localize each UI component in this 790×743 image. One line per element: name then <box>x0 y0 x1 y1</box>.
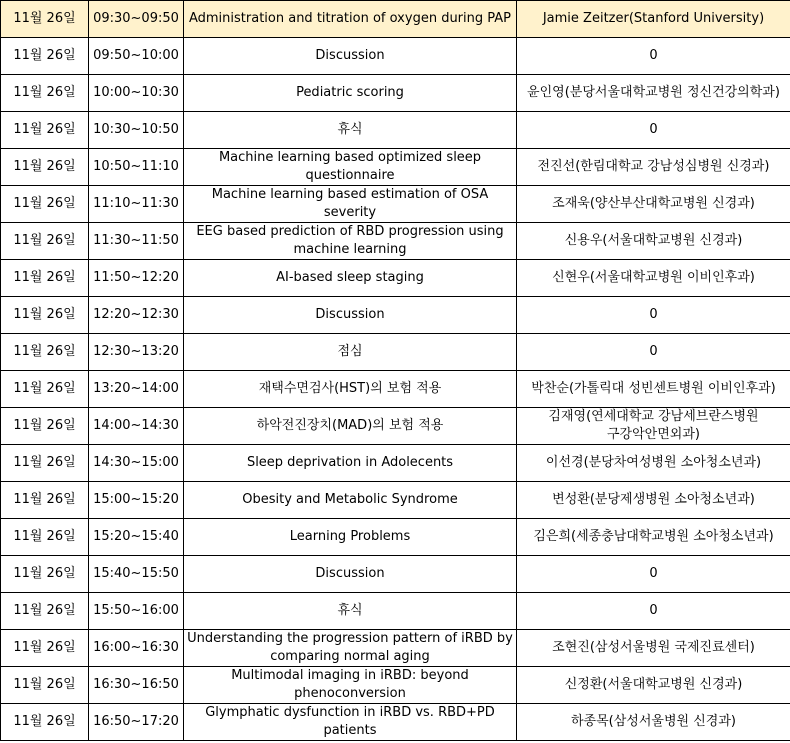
date-cell: 11월 26일 <box>1 186 89 223</box>
speaker-cell: 신정환(서울대학교병원 신경과) <box>517 667 790 704</box>
date-cell: 11월 26일 <box>1 371 89 408</box>
time-cell: 16:30~16:50 <box>89 667 184 704</box>
time-cell: 15:00~15:20 <box>89 482 184 519</box>
time-cell: 12:20~12:30 <box>89 297 184 334</box>
speaker-cell: 김재영(연세대학교 강남세브란스병원 구강악안면외과) <box>517 408 790 445</box>
date-cell: 11월 26일 <box>1 667 89 704</box>
topic-cell: Discussion <box>184 38 517 75</box>
date-cell: 11월 26일 <box>1 38 89 75</box>
table-row <box>1 519 790 556</box>
speaker-cell: 신용우(서울대학교병원 신경과) <box>517 223 790 260</box>
time-cell: 16:50~17:20 <box>89 704 184 741</box>
date-cell: 11월 26일 <box>1 519 89 556</box>
time-cell: 15:50~16:00 <box>89 593 184 630</box>
topic-cell: Machine learning based optimized sleep questionnaire <box>184 149 517 186</box>
topic-cell: 재택수면검사(HST)의 보험 적용 <box>184 371 517 408</box>
topic-cell: Obesity and Metabolic Syndrome <box>184 482 517 519</box>
table-row <box>1 482 790 519</box>
speaker-cell: 박찬순(가톨릭대 성빈센트병원 이비인후과) <box>517 371 790 408</box>
table-row <box>1 334 790 371</box>
time-cell: 14:00~14:30 <box>89 408 184 445</box>
topic-cell: Glymphatic dysfunction in iRBD vs. RBD+PD patients <box>184 704 517 741</box>
speaker-cell: 하종목(삼성서울병원 신경과) <box>517 704 790 741</box>
table-row <box>1 260 790 297</box>
table-row <box>1 112 790 149</box>
speaker-cell: 김은희(세종충남대학교병원 소아청소년과) <box>517 519 790 556</box>
time-cell: 09:30~09:50 <box>89 1 184 38</box>
speaker-cell: 신현우(서울대학교병원 이비인후과) <box>517 260 790 297</box>
table-row <box>1 186 790 223</box>
date-cell: 11월 26일 <box>1 149 89 186</box>
speaker-cell: 0 <box>517 38 790 75</box>
date-cell: 11월 26일 <box>1 297 89 334</box>
date-cell: 11월 26일 <box>1 593 89 630</box>
date-cell: 11월 26일 <box>1 260 89 297</box>
speaker-cell: 0 <box>517 297 790 334</box>
table-row <box>1 704 790 741</box>
time-cell: 12:30~13:20 <box>89 334 184 371</box>
speaker-cell: Jamie Zeitzer(Stanford University) <box>517 1 790 38</box>
topic-cell: Machine learning based estimation of OSA severity <box>184 186 517 223</box>
topic-cell: 휴식 <box>184 112 517 149</box>
topic-cell: Administration and titration of oxygen during PAP <box>184 1 517 38</box>
speaker-cell: 0 <box>517 112 790 149</box>
table-row <box>1 297 790 334</box>
speaker-cell: 변성환(분당제생병원 소아청소년과) <box>517 482 790 519</box>
time-cell: 16:00~16:30 <box>89 630 184 667</box>
table-row <box>1 593 790 630</box>
date-cell: 11월 26일 <box>1 75 89 112</box>
speaker-cell: 윤인영(분당서울대학교병원 정신건강의학과) <box>517 75 790 112</box>
date-cell: 11월 26일 <box>1 556 89 593</box>
topic-cell: Discussion <box>184 556 517 593</box>
table-row <box>1 75 790 112</box>
time-cell: 11:30~11:50 <box>89 223 184 260</box>
topic-cell: Learning Problems <box>184 519 517 556</box>
date-cell: 11월 26일 <box>1 223 89 260</box>
table-row <box>1 667 790 704</box>
time-cell: 13:20~14:00 <box>89 371 184 408</box>
time-cell: 15:40~15:50 <box>89 556 184 593</box>
table-row <box>1 408 790 445</box>
speaker-cell: 전진선(한림대학교 강남성심병원 신경과) <box>517 149 790 186</box>
time-cell: 10:30~10:50 <box>89 112 184 149</box>
time-cell: 09:50~10:00 <box>89 38 184 75</box>
date-cell: 11월 26일 <box>1 112 89 149</box>
topic-cell: Sleep deprivation in Adolecents <box>184 445 517 482</box>
table-row <box>1 38 790 75</box>
table-row <box>1 445 790 482</box>
speaker-cell: 0 <box>517 556 790 593</box>
date-cell: 11월 26일 <box>1 1 89 38</box>
schedule-body <box>1 1 790 741</box>
topic-cell: Discussion <box>184 297 517 334</box>
table-row <box>1 149 790 186</box>
table-row <box>1 371 790 408</box>
date-cell: 11월 26일 <box>1 334 89 371</box>
table-row <box>1 223 790 260</box>
date-cell: 11월 26일 <box>1 445 89 482</box>
topic-cell: 하악전진장치(MAD)의 보험 적용 <box>184 408 517 445</box>
topic-cell: 점심 <box>184 334 517 371</box>
date-cell: 11월 26일 <box>1 704 89 741</box>
speaker-cell: 조재욱(양산부산대학교병원 신경과) <box>517 186 790 223</box>
speaker-cell: 이선경(분당차여성병원 소아청소년과) <box>517 445 790 482</box>
date-cell: 11월 26일 <box>1 482 89 519</box>
topic-cell: Pediatric scoring <box>184 75 517 112</box>
topic-cell: Multimodal imaging in iRBD: beyond phenoconversion <box>184 667 517 704</box>
topic-cell: 휴식 <box>184 593 517 630</box>
table-row <box>1 630 790 667</box>
speaker-cell: 조현진(삼성서울병원 국제진료센터) <box>517 630 790 667</box>
time-cell: 10:50~11:10 <box>89 149 184 186</box>
table-row <box>1 556 790 593</box>
table-row <box>1 1 790 38</box>
time-cell: 11:50~12:20 <box>89 260 184 297</box>
time-cell: 14:30~15:00 <box>89 445 184 482</box>
date-cell: 11월 26일 <box>1 408 89 445</box>
topic-cell: EEG based prediction of RBD progression using machine learning <box>184 223 517 260</box>
date-cell: 11월 26일 <box>1 630 89 667</box>
topic-cell: Understanding the progression pattern of iRBD by comparing normal aging <box>184 630 517 667</box>
time-cell: 11:10~11:30 <box>89 186 184 223</box>
time-cell: 10:00~10:30 <box>89 75 184 112</box>
time-cell: 15:20~15:40 <box>89 519 184 556</box>
speaker-cell: 0 <box>517 334 790 371</box>
speaker-cell: 0 <box>517 593 790 630</box>
topic-cell: AI-based sleep staging <box>184 260 517 297</box>
